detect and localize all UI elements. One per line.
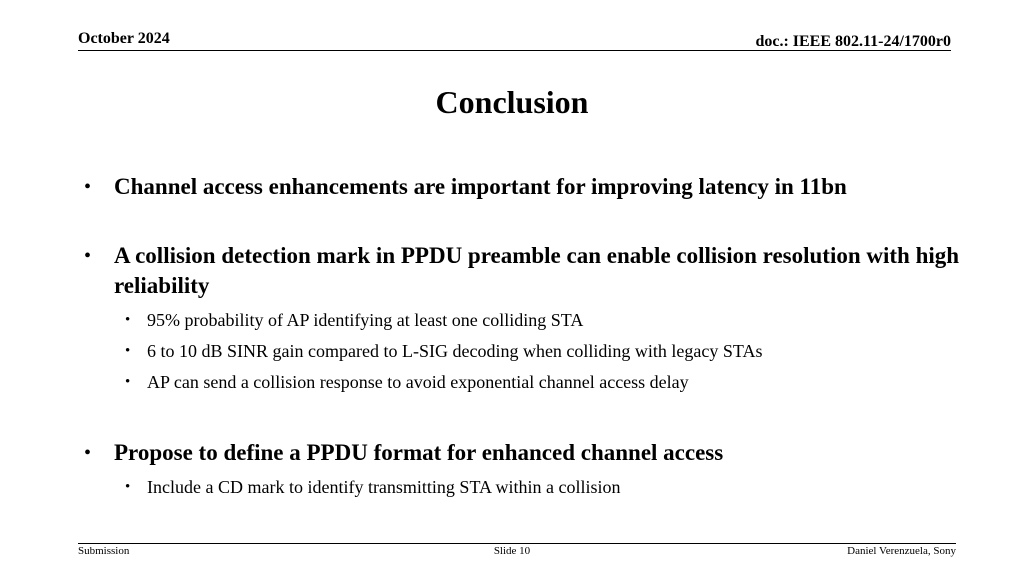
bullet-icon: • xyxy=(84,245,92,267)
footer-slide-number: Slide 10 xyxy=(493,545,531,557)
footer-author: Daniel Verenzuela, Sony xyxy=(847,545,956,557)
sub-bullet-item xyxy=(125,339,763,363)
sub-bullet-icon: • xyxy=(125,312,131,328)
bullet-icon: • xyxy=(84,176,92,198)
sub-bullet-item xyxy=(125,308,584,332)
sub-bullet-text: AP can send a collision response to avoid exponential channel access delay xyxy=(147,372,689,392)
sub-bullet-text: Include a CD mark to identify transmitting STA within a collision xyxy=(147,477,621,497)
bullet-item-3 xyxy=(84,438,964,468)
slide-title: Conclusion xyxy=(435,84,589,120)
bullet-text: Propose to define a PPDU format for enhanced channel access xyxy=(114,440,724,465)
sub-bullet-item xyxy=(125,370,689,394)
sub-bullet-text: 95% probability of AP identifying at least one colliding STA xyxy=(147,310,584,330)
sub-bullet-icon: • xyxy=(125,479,131,495)
footer-divider xyxy=(78,543,956,544)
sub-bullet-item xyxy=(125,475,621,499)
bullet-icon: • xyxy=(84,442,92,464)
header-date: October 2024 xyxy=(78,30,170,47)
header-divider xyxy=(78,50,951,51)
sub-bullet-text: 6 to 10 dB SINR gain compared to L-SIG decoding when colliding with legacy STAs xyxy=(147,341,763,361)
bullet-text: A collision detection mark in PPDU preamble can enable collision resolution with high reliability xyxy=(114,243,960,298)
bullet-item-1 xyxy=(84,172,964,202)
header-doc-id: doc.: IEEE 802.11-24/1700r0 xyxy=(755,33,951,50)
sub-bullet-icon: • xyxy=(125,343,131,359)
footer-submission: Submission xyxy=(78,545,130,557)
sub-bullet-icon: • xyxy=(125,374,131,390)
bullet-text: Channel access enhancements are important for improving latency in 11bn xyxy=(114,174,847,199)
bullet-item-2 xyxy=(84,241,964,301)
